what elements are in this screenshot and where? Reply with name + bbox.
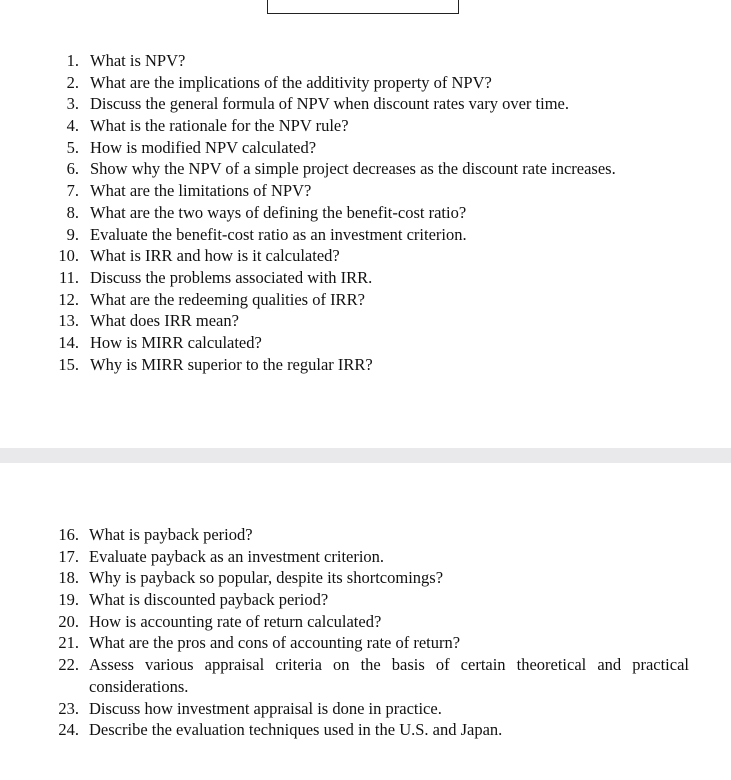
question-text: How is accounting rate of return calculated?	[89, 611, 382, 631]
item-number: 24.	[58, 720, 79, 740]
question-text: How is MIRR calculated?	[90, 332, 262, 352]
question-text: Assess various appraisal criteria on the basis of certain theoretical and practical considerations.	[89, 655, 689, 696]
question-text: How is modified NPV calculated?	[90, 137, 317, 157]
item-number: 8.	[66, 202, 79, 222]
question-text: What are the implications of the additivity property of NPV?	[90, 72, 492, 92]
list-item	[0, 589, 731, 611]
list-item	[0, 698, 731, 720]
item-number: 7.	[66, 181, 79, 201]
question-text: What does IRR mean?	[90, 311, 239, 331]
list-item	[0, 310, 731, 332]
question-text: What are the redeeming qualities of IRR?	[90, 289, 365, 309]
item-number: 14.	[58, 332, 79, 352]
question-text: What is payback period?	[89, 525, 253, 544]
list-item	[0, 654, 731, 697]
item-number: 5.	[66, 137, 79, 157]
question-text: What are the two ways of defining the benefit-cost ratio?	[90, 202, 467, 222]
list-item	[0, 546, 731, 568]
item-number: 6.	[66, 159, 79, 179]
item-number: 3.	[66, 94, 79, 114]
question-text: What are the pros and cons of accounting rate of return?	[89, 633, 461, 653]
question-text: Why is payback so popular, despite its shortcomings?	[89, 568, 444, 588]
question-list-part2	[0, 524, 731, 741]
item-number: 21.	[58, 633, 79, 653]
list-item	[0, 202, 731, 224]
top-figure-box	[267, 0, 459, 14]
list-item	[0, 719, 731, 741]
item-number: 2.	[66, 72, 79, 92]
list-item	[0, 72, 731, 94]
question-text: Show why the NPV of a simple project decreases as the discount rate increases.	[90, 159, 616, 179]
item-number: 17.	[58, 546, 79, 566]
question-text: Evaluate the benefit-cost ratio as an investment criterion.	[90, 224, 467, 244]
question-text: Discuss how investment appraisal is done in practice.	[89, 698, 442, 718]
list-item	[0, 50, 731, 72]
list-item	[0, 524, 731, 546]
question-text: What are the limitations of NPV?	[90, 181, 312, 201]
item-number: 10.	[58, 246, 79, 266]
list-item	[0, 137, 731, 159]
question-text: What is the rationale for the NPV rule?	[90, 116, 349, 136]
item-number: 12.	[58, 289, 79, 309]
item-number: 18.	[58, 568, 79, 588]
list-item	[0, 158, 731, 180]
list-item	[0, 567, 731, 589]
question-text: What is IRR and how is it calculated?	[90, 246, 340, 266]
item-number: 9.	[66, 224, 79, 244]
question-text: What is discounted payback period?	[89, 590, 329, 610]
question-text: Why is MIRR superior to the regular IRR?	[90, 354, 373, 374]
list-item	[0, 289, 731, 311]
list-item	[0, 245, 731, 267]
list-item	[0, 332, 731, 354]
list-item	[0, 632, 731, 654]
question-text: What is NPV?	[90, 51, 186, 70]
item-number: 1.	[66, 51, 79, 70]
item-number: 23.	[58, 698, 79, 718]
item-number: 22.	[58, 655, 79, 675]
item-number: 11.	[58, 267, 79, 287]
item-number: 19.	[58, 590, 79, 610]
page-break	[0, 448, 731, 463]
question-text: Discuss the problems associated with IRR.	[90, 267, 373, 287]
item-number: 13.	[58, 311, 79, 331]
question-text: Discuss the general formula of NPV when discount rates vary over time.	[90, 94, 569, 114]
item-number: 16.	[58, 525, 79, 544]
list-item	[0, 93, 731, 115]
item-number: 4.	[66, 116, 79, 136]
list-item	[0, 180, 731, 202]
question-text: Evaluate payback as an investment criterion.	[89, 546, 385, 566]
question-list-part1	[0, 50, 731, 375]
item-number: 20.	[58, 611, 79, 631]
list-item	[0, 267, 731, 289]
list-item	[0, 354, 731, 376]
question-text: Describe the evaluation techniques used in the U.S. and Japan.	[89, 720, 503, 740]
list-item	[0, 611, 731, 633]
item-number: 15.	[58, 354, 79, 374]
list-item	[0, 224, 731, 246]
list-item	[0, 115, 731, 137]
